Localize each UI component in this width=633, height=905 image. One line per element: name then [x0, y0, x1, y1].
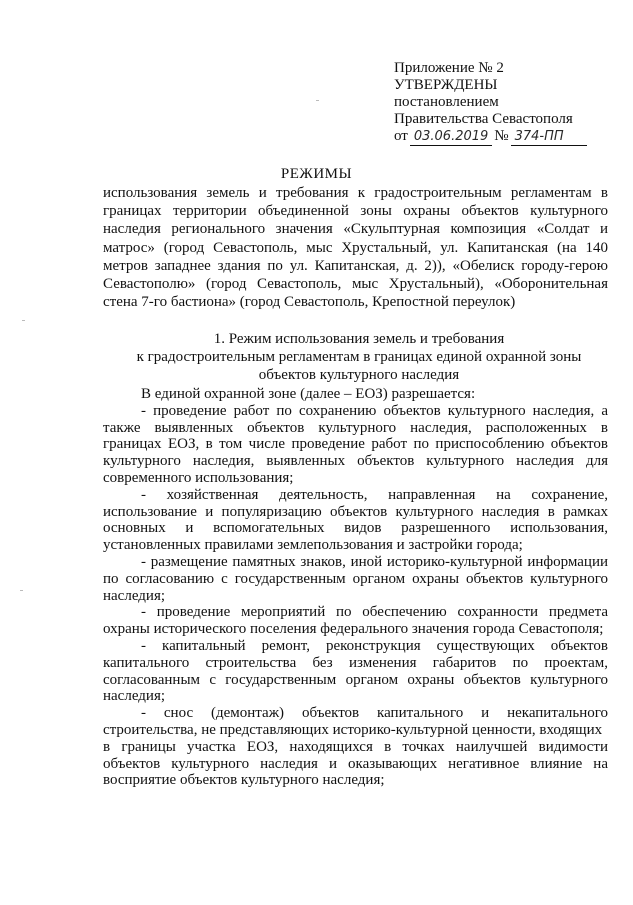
document-subtitle: использования земель и требования к градостроительным регламентам в границах территории объединенной зоны охраны объектов культурного наследия регионального значения «Скульптурная композиция «Солдат и матрос» (город Севастополь, мыс Хрустальный, ул. Капитанская (на 140 метров западнее здания по ул. Капитанская, д. 2)), «Обелиск городу-герою Севастополю» (город Севастополь, мыс Хрустальный), «Оборонительная стена 7-го бастиона» (город Севастополь, Крепостной переулок) — [103, 185, 608, 311]
list-item: - хозяйственная деятельность, направленная на сохранение, использование и популяризацию объектов культурного наследия в рамках основных и вспомогательных видов разрешенного использования, установленных правилами землепользования и застройки города; — [103, 486, 608, 554]
section-body — [103, 386, 608, 789]
date-prefix: от — [394, 128, 408, 144]
section-heading-line: объектов культурного наследия — [258, 367, 460, 383]
section-heading-line: 1. Режим использования земель и требования — [213, 331, 505, 347]
list-item: - проведение работ по сохранению объектов культурного наследия, а также выявленных объектов культурного наследия, расположенных в границах ЕОЗ, в том числе проведение работ по приспособлению объектов культурного наследия, выявленных объектов культурного наследия для современного использования; — [103, 402, 608, 486]
list-item-continuation: в границы участка ЕОЗ, находящихся в точках наилучшей видимости объектов культурного наследия и оказывающих негативное влияние на восприятие объектов культурного наследия; — [103, 738, 608, 789]
section-heading-line: к градостроительным регламентам в границах единой охранной зоны — [136, 349, 582, 365]
handwritten-number: 374-ПП — [511, 128, 587, 146]
list-item: - капитальный ремонт, реконструкция существующих объектов капитального строительства без изменения габаритов по проектам, согласованным с государственным органом охраны объектов культурного наследия; — [103, 637, 608, 705]
list-item: - размещение памятных знаков, иной историко-культурной информации по согласованию с государственным органом охраны объектов культурного наследия; — [103, 553, 608, 604]
scan-speck — [316, 100, 319, 101]
approved-label: УТВЕРЖДЕНЫ — [394, 77, 498, 93]
government-label: Правительства Севастополя — [394, 111, 573, 127]
number-prefix: № — [494, 128, 509, 144]
scan-speck — [22, 320, 25, 321]
list-item: - проведение мероприятий по обеспечению сохранности предмета охраны исторического поселения федерального значения города Севастополя; — [103, 604, 608, 638]
scan-speck — [20, 590, 23, 591]
lead-paragraph: В единой охранной зоне (далее – ЕОЗ) разрешается: — [141, 386, 476, 402]
approved-by-label: постановлением — [394, 94, 499, 110]
approval-block — [394, 60, 624, 146]
date-number-line — [394, 128, 624, 146]
list-item: - снос (демонтаж) объектов капитального и некапитального строительства, не представляющих историко-культурной ценности, входящих — [103, 705, 608, 738]
document-title: РЕЖИМЫ — [280, 166, 353, 182]
appendix-number: Приложение № 2 — [394, 60, 504, 76]
section-heading — [110, 330, 608, 384]
handwritten-date: 03.06.2019 — [410, 128, 492, 146]
